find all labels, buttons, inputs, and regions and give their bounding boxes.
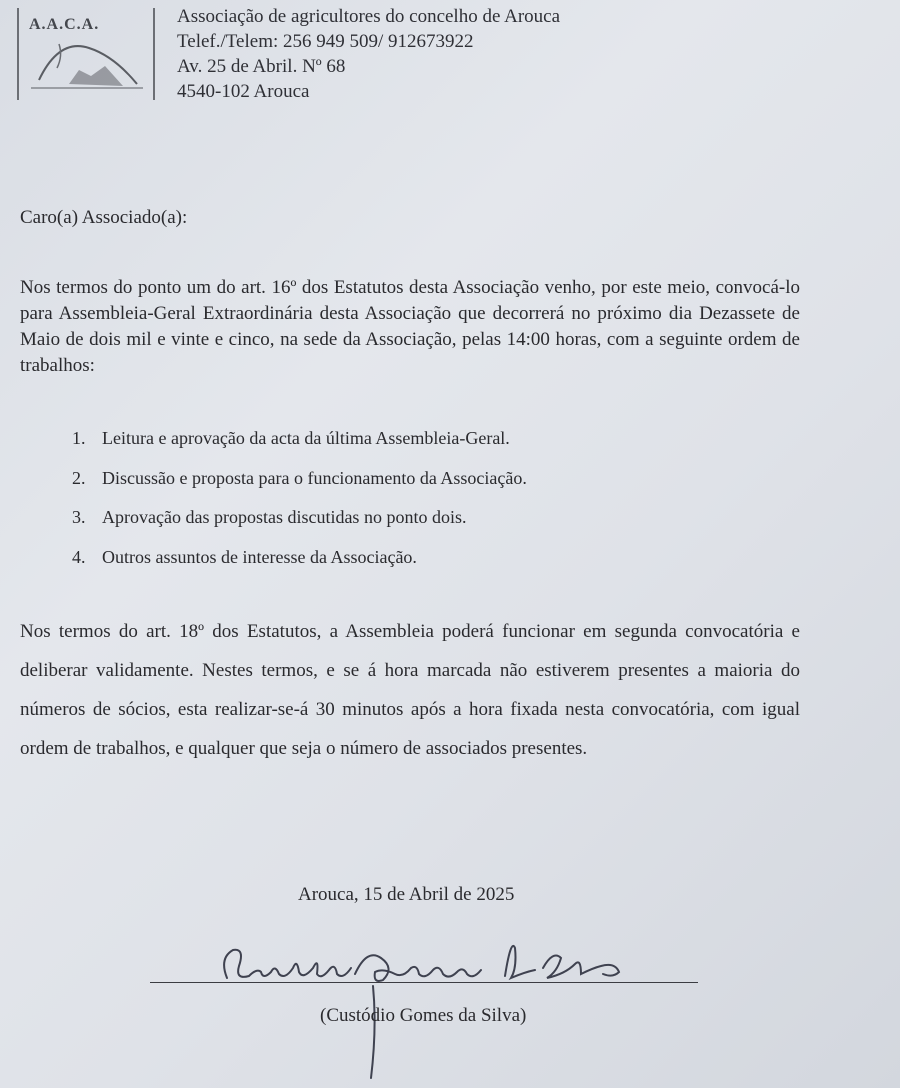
greeting: Caro(a) Associado(a): [20,207,188,228]
agenda-item [72,428,527,468]
agenda-text: Leitura e aprovação da acta da última Assembleia-Geral. [102,428,510,448]
place-and-date: Arouca, 15 de Abril de 2025 [298,884,515,905]
agenda-item [72,547,527,587]
letterhead-line: Av. 25 de Abril. Nº 68 [177,56,346,77]
signature-line [150,982,698,983]
agenda-list [72,428,527,586]
logo-lettering: A.A.C.A. [29,16,100,33]
agenda-text: Outros assuntos de interesse da Associação. [102,546,417,567]
agenda-number: 3. [72,507,86,527]
signatory-name: (Custódio Gomes da Silva) [320,1005,527,1026]
agenda-number: 2. [72,467,86,488]
association-logo [17,8,155,100]
letterhead-line: Associação de agricultores do concelho de Arouca [177,6,561,27]
agenda-item [72,507,527,547]
agenda-text: Discussão e proposta para o funcionamento da Associação. [102,467,527,488]
agenda-item [72,468,527,508]
convocation-paragraph: Nos termos do ponto um do art. 16º dos Estatutos desta Associação venho, por este meio, convocá-lo para Assembleia-Geral Extraordinária desta Associação que decorrerá no próximo dia Dezassete de Maio de dois mil e vinte e cinco, na sede da Associação, pelas 14:00 horas, com a seguinte ordem de trabalhos: [20,277,800,376]
second-call-paragraph: Nos termos do art. 18º dos Estatutos, a Assembleia poderá funcionar em segunda convocatória e deliberar validamente. Nestes termos, e se á hora marcada não estiverem presentes a maioria do números de sócios, esta realizar-se-á 30 minutos após a hora fixada nesta convocatória, com igual ordem de trabalhos, e qualquer que seja o número de associados presentes. [20,621,800,759]
agenda-number: 1. [72,428,86,448]
letterhead-line: 4540-102 Arouca [177,81,310,102]
letterhead-line: Telef./Telem: 256 949 509/ 912673922 [177,31,474,52]
letterhead [177,4,560,104]
agenda-number: 4. [72,546,86,567]
agenda-text: Aprovação das propostas discutidas no ponto dois. [102,507,467,527]
